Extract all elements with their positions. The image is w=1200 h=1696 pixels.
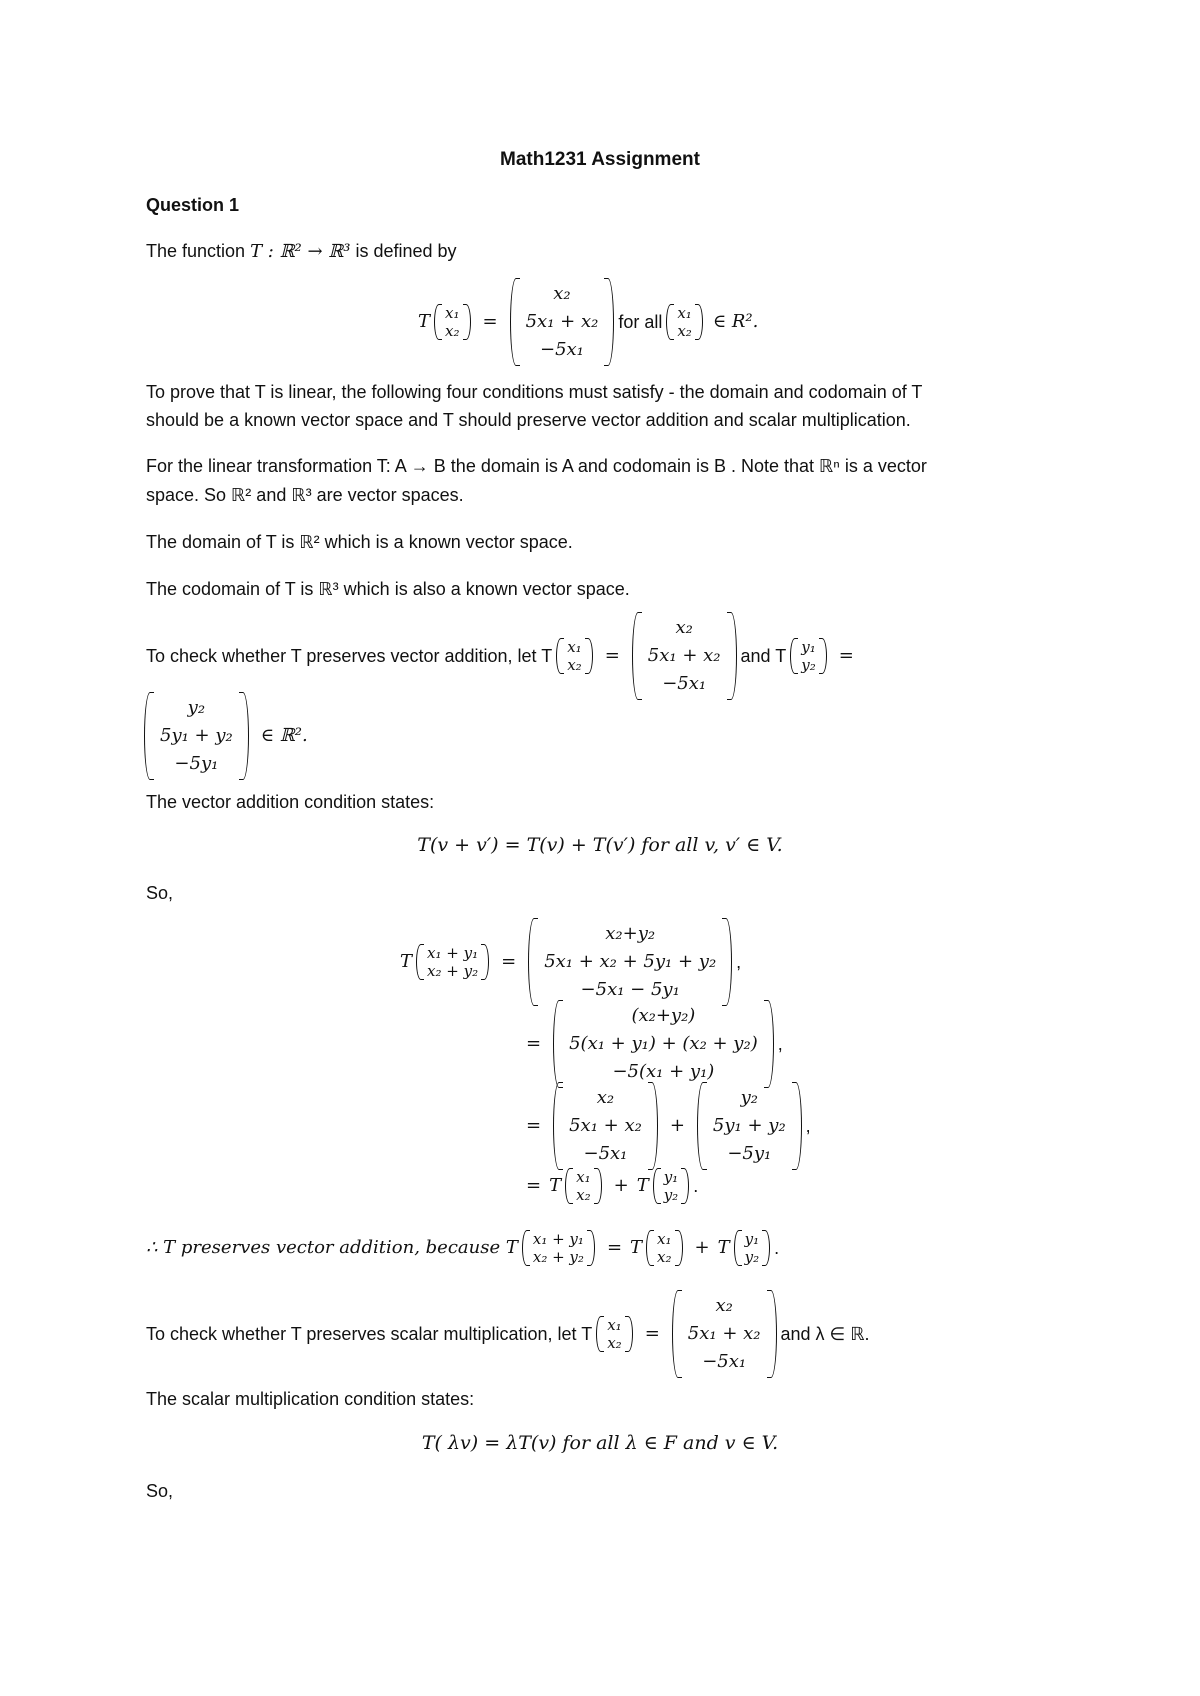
domain-line: The domain of T is ℝ² which is a known vector space. [146, 532, 573, 552]
check-scalar-line: To check whether T preserves scalar multiplication, let T x₁ x₂ = x₂ 5x₁ + x₂ −5x₁ and λ ∈ ℝ. [146, 1290, 869, 1378]
derivation-step-2: = (x₂+y₂) 5(x₁ + y₁) + (x₂ + y₂) −5(x₁ + y₁) , [518, 1000, 783, 1088]
y-vector-line: y₂ 5y₁ + y₂ −5y₁ ∈ ℝ². [140, 692, 308, 780]
scalar-condition: T( λv) = λT(v) for all λ ∈ F and v ∈ V. [421, 1432, 779, 1454]
definition-equation: T x₁ x₂ = x₂ 5x₁ + x₂ −5x₁ for all x₁ x₂ ∈ R². [418, 278, 758, 366]
input-vector: x₁ x₂ [434, 304, 470, 340]
para-domain-codomain-2: space. So ℝ² and ℝ³ are vector spaces. [146, 485, 464, 505]
codomain-line: The codomain of T is ℝ³ which is also a known vector space. [146, 579, 630, 599]
para-linear-conditions-2: should be a known vector space and T should preserve vector addition and scalar multiplication. [146, 410, 911, 430]
so-label-1: So, [146, 883, 174, 903]
addition-condition-label: The vector addition condition states: [146, 792, 435, 812]
derivation-step-3: = x₂ 5x₁ + x₂ −5x₁ + y₂ 5y₁ + y₂ −5y₁ , [518, 1082, 811, 1170]
output-vector: x₂ 5x₁ + x₂ −5x₁ [510, 278, 615, 366]
so-label-2: So, [146, 1481, 174, 1501]
para-linear-conditions-1: To prove that T is linear, the following four conditions must satisfy - the domain and codomain of T [146, 382, 923, 402]
derivation-step-4: = T x₁ x₂ + T y₁ y₂ . [526, 1168, 699, 1204]
derivation-step-1: T x₁ + y₁ x₂ + y₂ = x₂+y₂ 5x₁ + x₂ + 5y₁ + y₂ −5x₁ − 5y₁ , [400, 918, 741, 1006]
page-title: Math1231 Assignment [500, 149, 700, 170]
check-addition-line: To check whether T preserves vector addition, let T x₁ x₂ = x₂ 5x₁ + x₂ −5x₁ and T y₁ y₂ = [146, 612, 862, 700]
scalar-condition-label: The scalar multiplication condition states: [146, 1389, 475, 1409]
addition-conclusion: ∴ T preserves vector addition, because T x₁ + y₁ x₂ + y₂ = T x₁ x₂ + T y₁ y₂ . [146, 1230, 780, 1266]
para-domain-codomain-1: For the linear transformation T: A → B the domain is A and codomain is B . Note that ℝⁿ is a vector [146, 456, 927, 476]
addition-condition: T(v + v′) = T(v) + T(v′) for all v, v′ ∈ V. [417, 834, 783, 856]
question-heading: Question 1 [146, 195, 240, 215]
intro-line: The function T : ℝ² → ℝ³ is defined by [146, 241, 457, 262]
